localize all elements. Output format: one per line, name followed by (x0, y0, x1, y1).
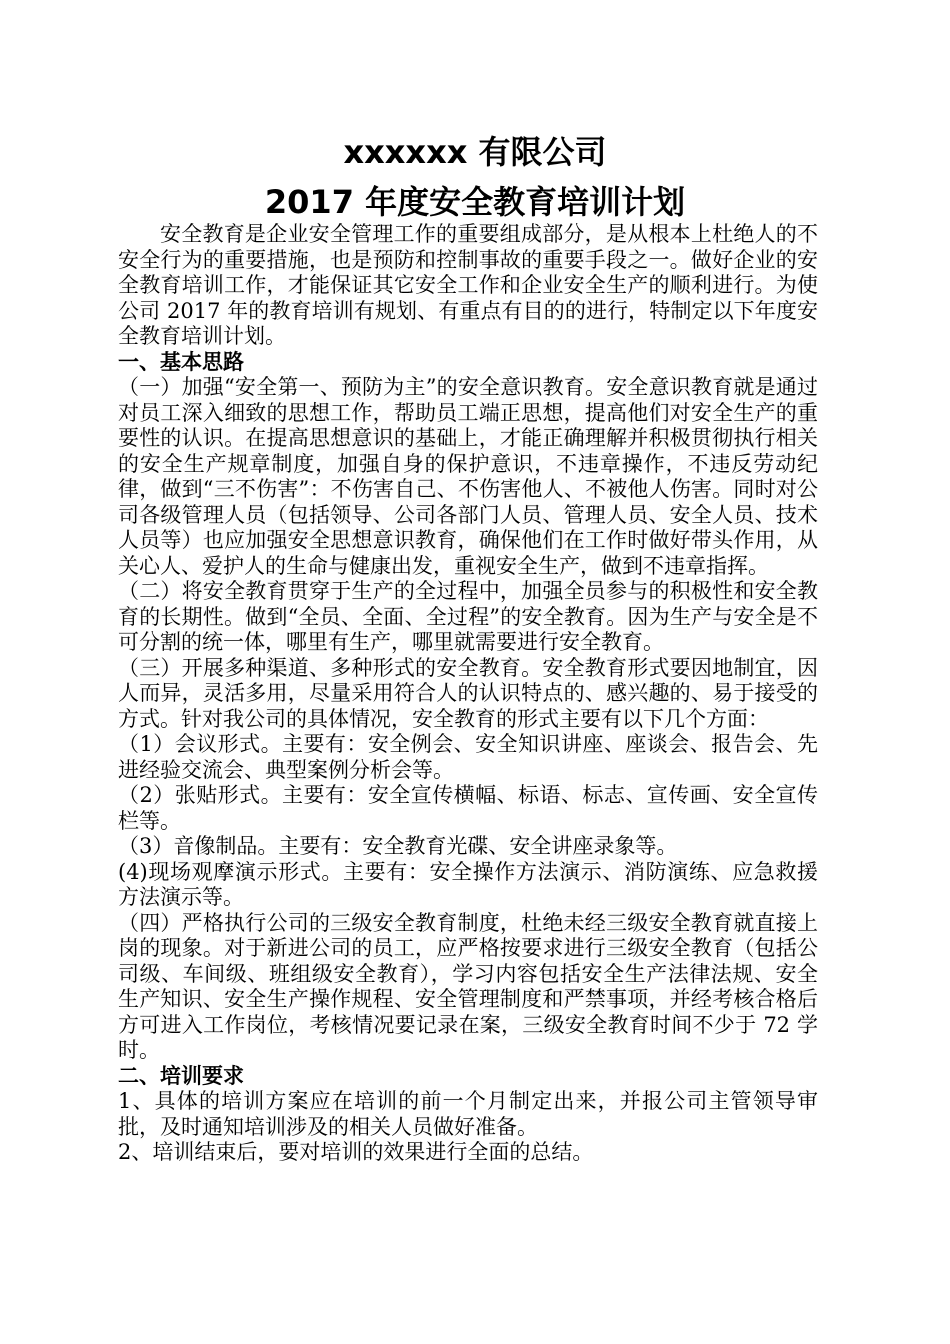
section1-subitem-3: （3）音像制品。主要有：安全教育光碟、安全讲座录象等。 (118, 834, 678, 858)
document-title-plan: 2017 年度安全教育培训计划 (264, 183, 686, 221)
section-heading-basic-approach: 一、基本思路 (118, 349, 244, 374)
intro-paragraph: 安全教育是企业安全管理工作的重要组成部分，是从根本上杜绝人的不安全行为的重要措施，也是预防和控制事故的重要手段之一。做好企业的安全教育培训工作，才能保证其它安全工作和企业安全生产的顺利进行。为使公司 2017 年的教育培训有规划、有重点有目的的进行，特制定以下年度安全教育培训计划。 (118, 222, 818, 348)
document-body (118, 222, 818, 1166)
section1-subitem-4: (4)现场观摩演示形式。主要有：安全操作方法演示、消防演练、应急救援方法演示等。 (118, 859, 818, 909)
section2-item-1: 1、具体的培训方案应在培训的前一个月制定出来，并报公司主管领导审批，及时通知培训涉及的相关人员做好准备。 (118, 1089, 818, 1139)
section1-item-3: （三）开展多种渠道、多种形式的安全教育。安全教育形式要因地制宜，因人而异，灵活多用，尽量采用符合人的认识特点的、感兴趣的、易于接受的方式。针对我公司的具体情况，安全教育的形式主要有以下几个方面： (118, 655, 818, 731)
section-heading-training-requirements: 二、培训要求 (118, 1063, 244, 1088)
section2-item-2: 2、培训结束后，要对培训的效果进行全面的总结。 (118, 1140, 594, 1164)
document-title-company: xxxxxx 有限公司 (343, 133, 607, 171)
section1-subitem-1: （1）会议形式。主要有：安全例会、安全知识讲座、座谈会、报告会、先进经验交流会、典型案例分析会等。 (118, 732, 818, 782)
section1-item-4: （四）严格执行公司的三级安全教育制度，杜绝未经三级安全教育就直接上岗的现象。对于新进公司的员工，应严格按要求进行三级安全教育（包括公司级、车间级、班组级安全教育），学习内容包括安全生产法律法规、安全生产知识、安全生产操作规程、安全管理制度和严禁事项，并经考核合格后方可进入工作岗位，考核情况要记录在案，三级安全教育时间不少于 72 学时。 (118, 910, 818, 1062)
section1-item-2: （二）将安全教育贯穿于生产的全过程中，加强全员参与的积极性和安全教育的长期性。做到“全员、全面、全过程”的安全教育。因为生产与安全是不可分割的统一体，哪里有生产，哪里就需要进行安全教育。 (118, 579, 818, 654)
section1-item-1: （一）加强“安全第一、预防为主”的安全意识教育。安全意识教育就是通过对员工深入细致的思想工作，帮助员工端正思想，提高他们对安全生产的重要性的认识。在提高思想意识的基础上，才能正确理解并积极贯彻执行相关的安全生产规章制度，加强自身的保护意识，不违章操作，不违反劳动纪律，做到“三不伤害”：不伤害自己、不伤害他人、不被他人伤害。同时对公司各级管理人员（包括领导、公司各部门人员、管理人员、安全人员、技术人员等）也应加强安全思想意识教育，确保他们在工作时做好带头作用，从关心人、爱护人的生命与健康出发，重视安全生产，做到不违章指挥。 (118, 375, 818, 578)
section1-subitem-2: （2）张贴形式。主要有：安全宣传横幅、标语、标志、宣传画、安全宣传栏等。 (118, 783, 818, 833)
